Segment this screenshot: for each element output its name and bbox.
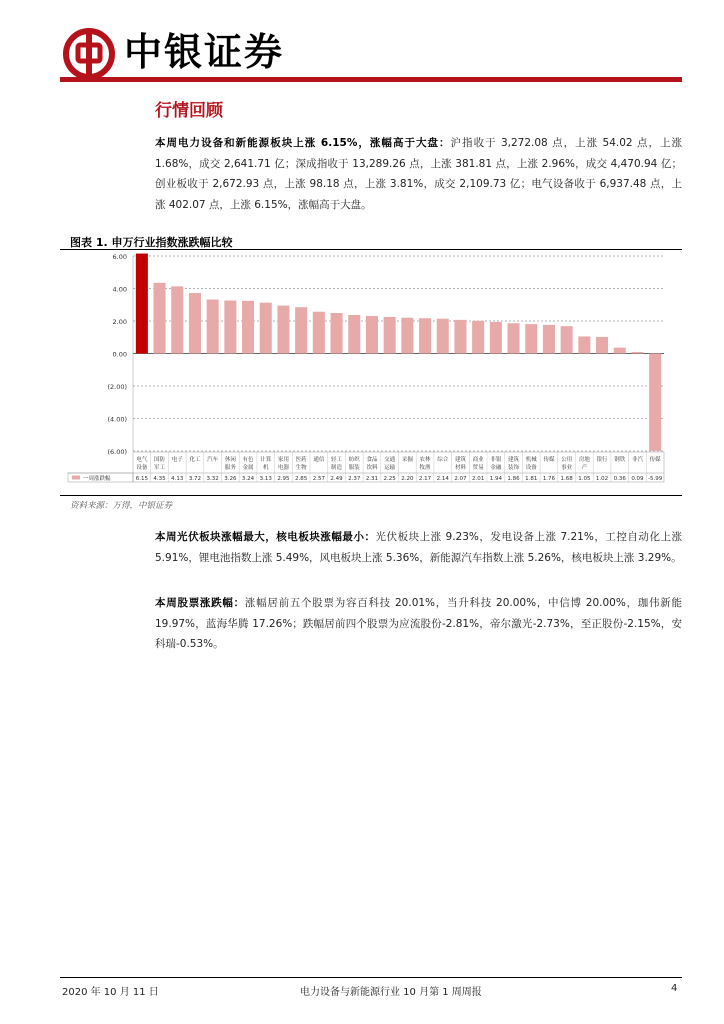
bar: [614, 348, 626, 354]
x-tick-label: 产: [581, 465, 588, 471]
x-tick-label: 纺织: [348, 457, 360, 463]
x-tick-label: 建筑: [454, 457, 466, 463]
x-tick-label: 银行: [596, 457, 608, 463]
x-tick-label: 军工: [154, 465, 166, 471]
x-tick-label: 传媒: [649, 457, 661, 463]
bar: [543, 325, 555, 354]
x-tick-label: 电气: [136, 457, 148, 463]
data-label: 4.35: [153, 476, 166, 482]
bar: [454, 320, 466, 354]
bar: [596, 337, 608, 354]
bar: [472, 321, 484, 354]
bar: [490, 322, 502, 354]
bar: [348, 315, 360, 354]
bar: [419, 318, 431, 353]
x-tick-label: 服装: [348, 465, 360, 471]
data-label: 1.05: [578, 476, 591, 482]
data-label: 3.24: [241, 476, 255, 482]
x-tick-label: 医药: [295, 457, 307, 463]
x-tick-label: 设备: [525, 465, 537, 471]
paragraph-lead: 本周光伏板块涨幅最大，核电板块涨幅最小：: [155, 531, 376, 543]
data-label: 2.25: [383, 476, 396, 482]
x-tick-label: 机: [262, 465, 269, 471]
bar: [136, 254, 148, 354]
bar: [508, 323, 520, 353]
x-tick-label: 设备: [136, 465, 148, 471]
paragraph-body: 沪指收于 3,272.08 点，上涨 54.02 点，上涨 1.68%，成交 2,641.71 亿；深成指收于 13,289.26 点，上涨 381.81 点，上涨 2.96%，成交 4,470.94 亿；创业板收于 2,672.93 点，上涨 98.18 点，上涨 3.81%，成交 2,109.73 亿；电气设备收于 6,937.48 点，上涨 402.07 点，上涨 6.15%，涨幅高于大盘。: [155, 137, 682, 211]
bar: [224, 301, 236, 354]
y-tick-label: 2.00: [112, 318, 127, 326]
legend-label: 一周涨跌幅: [83, 476, 111, 482]
bar: [242, 301, 254, 354]
bar: [578, 336, 590, 353]
data-label: 1.94: [489, 476, 502, 482]
data-label: 2.07: [454, 476, 467, 482]
data-label: 2.95: [277, 476, 290, 482]
bar: [631, 352, 643, 353]
bar: [260, 303, 272, 354]
x-tick-label: 传媒: [543, 457, 555, 463]
data-label: 1.76: [542, 476, 556, 482]
y-tick-label: 0.00: [112, 350, 127, 359]
data-label: 1.02: [595, 476, 609, 482]
figure-bottom-rule: [60, 495, 682, 496]
bar: [401, 318, 413, 354]
footer-rule: [60, 977, 682, 978]
x-tick-label: 农林: [419, 457, 431, 463]
data-label: 2.37: [348, 476, 361, 482]
data-label: -5.99: [648, 476, 663, 482]
y-tick-label: (4.00): [107, 415, 127, 424]
page-number: 4: [671, 983, 678, 994]
figure-source: 资料来源：万得，中银证券: [70, 501, 173, 511]
data-label: 2.49: [330, 476, 343, 482]
y-tick-label: 6.00: [112, 253, 127, 261]
section-title: 行情回顾: [155, 101, 223, 121]
x-tick-label: 牧渔: [419, 465, 431, 471]
x-tick-label: 房地: [578, 457, 590, 463]
data-label: 2.17: [418, 476, 432, 482]
bar: [561, 326, 573, 353]
bar: [189, 293, 201, 353]
x-tick-label: 生物: [295, 465, 307, 471]
data-label: 2.14: [436, 476, 449, 482]
data-label: 4.13: [171, 476, 184, 482]
data-label: 2.85: [295, 476, 308, 482]
x-tick-label: 交通: [384, 457, 396, 463]
x-tick-label: 计算: [260, 457, 272, 463]
x-tick-label: 商业: [472, 457, 484, 463]
footer-title: 电力设备与新能源行业 10 月第 1 周周报: [300, 987, 482, 998]
bar: [313, 312, 325, 354]
x-tick-label: 食品: [366, 457, 378, 463]
x-tick-label: 通信: [313, 457, 325, 463]
bar: [649, 354, 661, 451]
data-label: 0.09: [631, 476, 644, 482]
data-label: 3.26: [224, 476, 237, 482]
data-label: 6.15: [135, 476, 148, 482]
x-tick-label: 非银: [490, 457, 502, 463]
x-tick-label: 运输: [384, 465, 396, 471]
x-tick-label: 贸易: [472, 465, 484, 471]
bar: [277, 306, 289, 354]
data-label: 1.81: [525, 476, 538, 482]
x-tick-label: 服务: [224, 465, 236, 471]
bank-logo-icon: [63, 28, 115, 80]
x-tick-label: 有色: [242, 457, 254, 463]
y-tick-label: (2.00): [107, 383, 127, 391]
y-tick-label: (6.00): [107, 448, 127, 456]
bar: [331, 313, 343, 353]
bar: [384, 317, 396, 354]
paragraph-market-review: [155, 133, 682, 215]
x-tick-label: 家用: [277, 457, 289, 463]
x-tick-label: 事业: [561, 465, 573, 471]
x-tick-label: 化工: [189, 457, 201, 463]
data-label: 1.68: [560, 476, 573, 482]
industry-index-bar-chart: [60, 250, 682, 495]
x-tick-label: 材料: [454, 465, 466, 471]
data-label: 3.13: [259, 476, 272, 482]
x-tick-label: 汽车: [207, 457, 219, 463]
x-tick-label: 休闲: [224, 457, 236, 463]
data-label: 2.31: [365, 476, 379, 482]
data-label: 3.72: [188, 476, 202, 482]
x-tick-label: 金属: [242, 465, 254, 471]
x-tick-label: 装饰: [508, 465, 520, 471]
footer-date: 2020 年 10 月 11 日: [62, 987, 159, 998]
bar: [171, 286, 183, 353]
y-tick-label: 4.00: [112, 285, 127, 294]
data-label: 3.32: [206, 476, 219, 482]
x-tick-label: 公用: [561, 457, 573, 463]
brand-name: 中银证券: [124, 30, 285, 74]
data-label: 2.20: [401, 476, 414, 482]
bar: [437, 319, 449, 354]
x-tick-label: 机械: [525, 457, 537, 463]
paragraph-lead: 本周股票涨跌幅：: [155, 597, 245, 609]
bar: [154, 283, 166, 354]
x-tick-label: 非汽: [631, 457, 643, 463]
paragraph-stock-movers: [155, 593, 682, 655]
data-label: 2.57: [312, 476, 325, 482]
x-tick-label: 钢铁: [614, 457, 626, 463]
bar: [207, 300, 219, 354]
bar: [525, 324, 537, 353]
x-tick-label: 轻工: [331, 457, 343, 463]
x-tick-label: 饮料: [366, 465, 378, 471]
x-tick-label: 制造: [331, 465, 343, 471]
data-label: 2.01: [472, 476, 485, 482]
x-tick-label: 建筑: [508, 457, 520, 463]
x-tick-label: 金融: [490, 465, 502, 471]
x-tick-label: 采掘: [401, 457, 413, 463]
paragraph-sector-performance: [155, 527, 682, 568]
data-label: 0.36: [613, 476, 626, 482]
paragraph-body: 涨幅居前五个股票为容百科技 20.01%，当升科技 20.00%，中信博 20.00%，珈伟新能 19.97%，蓝海华腾 17.26%；跌幅居前四个股票为应流股份-2.81%，帝尔激光-2.73%，至正股份-2.15%，安科瑞-0.53%。: [155, 597, 682, 650]
data-label: 1.86: [507, 476, 520, 482]
figure-title: 图表 1. 申万行业指数涨跌幅比较: [70, 236, 233, 249]
x-tick-label: 电子: [171, 457, 183, 463]
bar: [295, 307, 307, 353]
x-tick-label: 综合: [437, 457, 449, 463]
paragraph-lead: 本周电力设备和新能源板块上涨 6.15%，涨幅高于大盘：: [155, 137, 451, 149]
header-rule: [60, 77, 682, 82]
x-tick-label: 国防: [154, 457, 166, 463]
x-tick-label: 电器: [277, 465, 289, 471]
legend-swatch: [72, 476, 80, 480]
paragraph-body: 光伏板块上涨 9.23%，发电设备上涨 7.21%，工控自动化上涨 5.91%，锂电池指数上涨 5.49%，风电板块上涨 5.36%，新能源汽车指数上涨 5.26%，核电板块上涨 3.29%。: [155, 531, 683, 564]
bar: [366, 316, 378, 354]
